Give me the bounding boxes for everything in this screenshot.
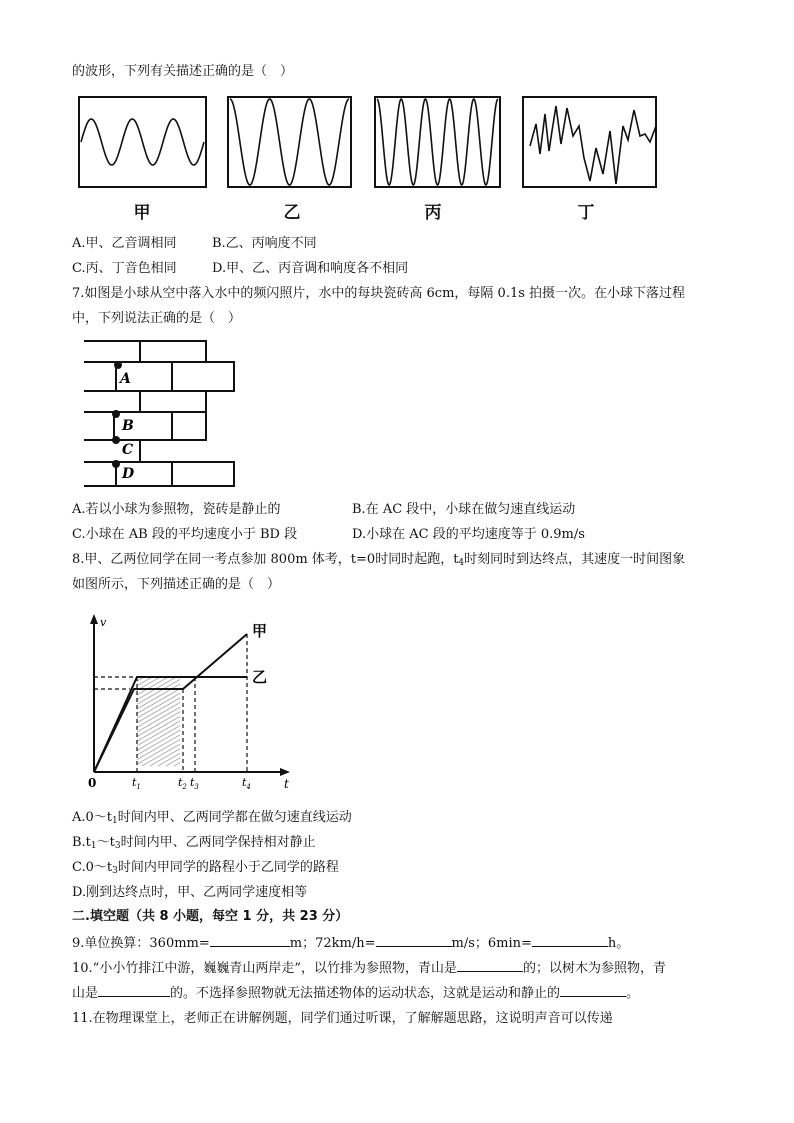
wave-ding (530, 106, 656, 184)
ball-b (112, 410, 120, 418)
tick-t2: $t_2$ (178, 776, 187, 791)
wave-label-yi: 乙 (283, 203, 301, 223)
q6-option-c: C.丙、丁音色相同 (72, 261, 177, 276)
tick-t4: $t_4$ (242, 776, 251, 791)
wave-jia (81, 119, 204, 165)
q8-stem-line1: 8.甲、乙两位同学在同一考点参加 800m 体考，t=0时同时起跑，$t_4$时刻同时到达终点，其速度一时间图象 (72, 552, 686, 568)
q10-line1: 10.“小小竹排江中游，巍巍青山两岸走”，以竹排为参照物，青山是 的；以树木为参照物，青 (72, 961, 666, 976)
brick-wall-figure (84, 336, 244, 492)
q8-option-d: D.刚到达终点时，甲、乙两同学速度相等 (72, 885, 308, 900)
q7-option-b: B.在 AC 段中，小球在做匀速直线运动 (352, 502, 576, 517)
question-6-stem-end: 的波形，下列有关描述正确的是（ ） (72, 64, 294, 79)
wave-bing (377, 99, 498, 185)
q10-blank-3[interactable] (560, 984, 626, 997)
ball-c (112, 436, 120, 444)
q11-line: 11.在物理课堂上，老师正在讲解例题，同学们通过听课，了解解题思路，这说明声音可以传递 (72, 1011, 613, 1026)
q10-blank-1[interactable] (457, 959, 523, 972)
wave-label-ding: 丁 (577, 203, 595, 223)
q7-stem-line1: 7.如图是小球从空中落入水中的频闪照片，水中的每块瓷砖高 6cm，每隔 0.1s 拍摄一次。在小球下落过程 (72, 286, 686, 301)
point-label-a: A (120, 371, 131, 387)
q8-option-c: $C.0\sim t_3$时间内甲同学的路程小于乙同学的路程 (72, 860, 339, 876)
y-axis-label: v (100, 616, 107, 629)
series-jia-label: 甲 (252, 622, 268, 640)
q6-option-d: D.甲、乙、丙音调和响度各不相同 (212, 261, 409, 276)
wave-yi (230, 99, 349, 185)
origin-label: 0 (88, 776, 97, 790)
vt-graph (80, 612, 300, 792)
section-heading-fill-in: 二.填空题（共 8 小题，每空 1 分，共 23 分） (72, 909, 349, 924)
waveform-figures (78, 96, 668, 200)
series-yi-label: 乙 (252, 668, 268, 686)
tick-t3: $t_3$ (190, 776, 199, 791)
wave-label-jia: 甲 (133, 203, 151, 223)
q6-option-b: B.乙、丙响度不同 (212, 236, 317, 251)
q9-line: 9.单位换算：360mm= m；72km/h= m/s；6min= h。 (72, 936, 630, 951)
q8-option-a: $A.0\sim t_1$时间内甲、乙两同学都在做匀速直线运动 (72, 810, 352, 826)
brick-wall (84, 336, 244, 488)
ball-d (112, 460, 120, 468)
point-label-d: D (122, 466, 135, 482)
q7-option-a: A.若以小球为参照物，瓷砖是静止的 (72, 502, 281, 517)
ball-a (114, 361, 122, 369)
velocity-time-graph (80, 612, 300, 796)
q6-option-a: A.甲、乙音调相同 (72, 236, 177, 251)
q7-option-d: D.小球在 AC 段的平均速度等于 0.9m/s (352, 527, 585, 542)
point-label-b: B (122, 418, 134, 434)
wave-label-bing: 丙 (424, 203, 442, 223)
q9-blank-2[interactable] (376, 934, 452, 947)
x-axis-label: t (284, 777, 289, 791)
q9-blank-3[interactable] (532, 934, 608, 947)
q10-line2: 山是 的。不选择参照物就无法描述物体的运动状态，这就是运动和静止的 。 (72, 986, 640, 1001)
q9-blank-1[interactable] (210, 934, 290, 947)
q7-option-c: C.小球在 AB 段的平均速度小于 BD 段 (72, 527, 298, 542)
point-label-c: C (122, 442, 134, 458)
q8-stem-line2: 如图所示，下列描述正确的是（ ） (72, 577, 281, 592)
q8-option-b: $B.t_1\sim t_3$时间内甲、乙两同学保持相对静止 (72, 835, 316, 851)
tick-t1: $t_1$ (132, 776, 141, 791)
q7-stem-line2: 中，下列说法正确的是（ ） (72, 311, 242, 326)
waveform-panels (78, 96, 668, 196)
q10-blank-2[interactable] (98, 984, 170, 997)
